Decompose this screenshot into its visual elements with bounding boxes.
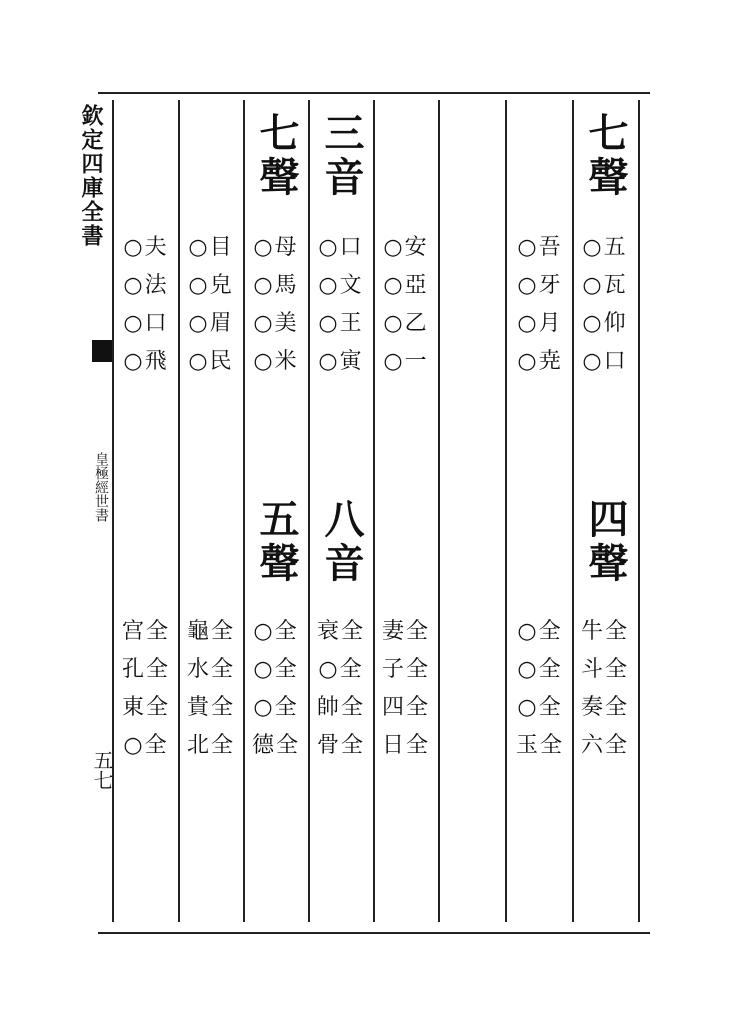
table-cell: 德全: [251, 733, 300, 758]
table-cell: ○眉: [188, 311, 234, 336]
table-cell: 衰全: [316, 619, 365, 644]
table-cell: ○全: [253, 695, 299, 720]
table-cell: ○安: [383, 235, 429, 260]
chapter-title: 皇極經世書: [93, 452, 109, 522]
table-cell: 水全: [186, 657, 235, 682]
table-cell: ○口: [123, 311, 169, 336]
table-cell: ○皃: [188, 273, 234, 298]
table-cell: ○尭: [517, 349, 563, 374]
book-title: 欽定四庫全書: [78, 104, 104, 248]
table-cell: 斗全: [580, 657, 629, 682]
table-cell: ○月: [517, 311, 563, 336]
table-cell: 貴全: [186, 695, 235, 720]
table-cell: ○乙: [383, 311, 429, 336]
column-heading: 三音: [318, 112, 365, 200]
table-cell: 玉全: [515, 733, 564, 758]
column-rule: [178, 100, 180, 922]
table-cell: ○法: [123, 273, 169, 298]
section-heading: 四聲: [582, 498, 629, 586]
table-cell: ○米: [253, 349, 299, 374]
table-cell: ○仰: [582, 311, 628, 336]
column-rule: [505, 100, 507, 922]
column-rule: [112, 100, 114, 922]
table-cell: ○美: [253, 311, 299, 336]
column-rule: [572, 100, 574, 922]
table-cell: ○寅: [318, 349, 364, 374]
table-cell: ○全: [123, 733, 169, 758]
table-cell: ○全: [253, 619, 299, 644]
table-cell: ○一: [383, 349, 429, 374]
table-cell: ○吾: [517, 235, 563, 260]
table-cell: 帥全: [316, 695, 365, 720]
table-cell: ○瓦: [582, 273, 628, 298]
table-cell: 牛全: [580, 619, 629, 644]
table-cell: ○口: [318, 235, 364, 260]
table-cell: ○口: [582, 349, 628, 374]
column-rule: [308, 100, 310, 922]
table-cell: ○飛: [123, 349, 169, 374]
table-cell: 骨全: [316, 733, 365, 758]
table-cell: 孔全: [121, 657, 170, 682]
section-heading: 八音: [318, 498, 365, 586]
table-cell: ○母: [253, 235, 299, 260]
fish-tail-mark: [92, 340, 112, 362]
column-rule: [373, 100, 375, 922]
table-cell: ○亞: [383, 273, 429, 298]
table-cell: ○牙: [517, 273, 563, 298]
page-number: 五七: [90, 750, 114, 790]
table-cell: ○全: [517, 657, 563, 682]
column-heading: 七聲: [582, 112, 629, 200]
table-cell: ○民: [188, 349, 234, 374]
section-heading: 五聲: [253, 498, 300, 586]
table-cell: ○夫: [123, 235, 169, 260]
column-rule: [638, 100, 640, 922]
column-rule: [438, 100, 440, 922]
table-cell: 東全: [121, 695, 170, 720]
table-cell: 宫全: [121, 619, 170, 644]
table-cell: 龜全: [186, 619, 235, 644]
table-cell: ○全: [318, 657, 364, 682]
table-cell: ○全: [253, 657, 299, 682]
table-cell: ○全: [517, 695, 563, 720]
table-cell: ○王: [318, 311, 364, 336]
table-cell: ○五: [582, 235, 628, 260]
table-cell: 日全: [381, 733, 430, 758]
table-cell: 妻全: [381, 619, 430, 644]
table-cell: ○文: [318, 273, 364, 298]
column-heading: 七聲: [253, 112, 300, 200]
table-cell: ○目: [188, 235, 234, 260]
table-cell: ○全: [517, 619, 563, 644]
column-rule: [243, 100, 245, 922]
table-cell: ○馬: [253, 273, 299, 298]
table-cell: 子全: [381, 657, 430, 682]
table-cell: 四全: [381, 695, 430, 720]
table-cell: 北全: [186, 733, 235, 758]
table-cell: 奏全: [580, 695, 629, 720]
table-cell: 六全: [580, 733, 629, 758]
